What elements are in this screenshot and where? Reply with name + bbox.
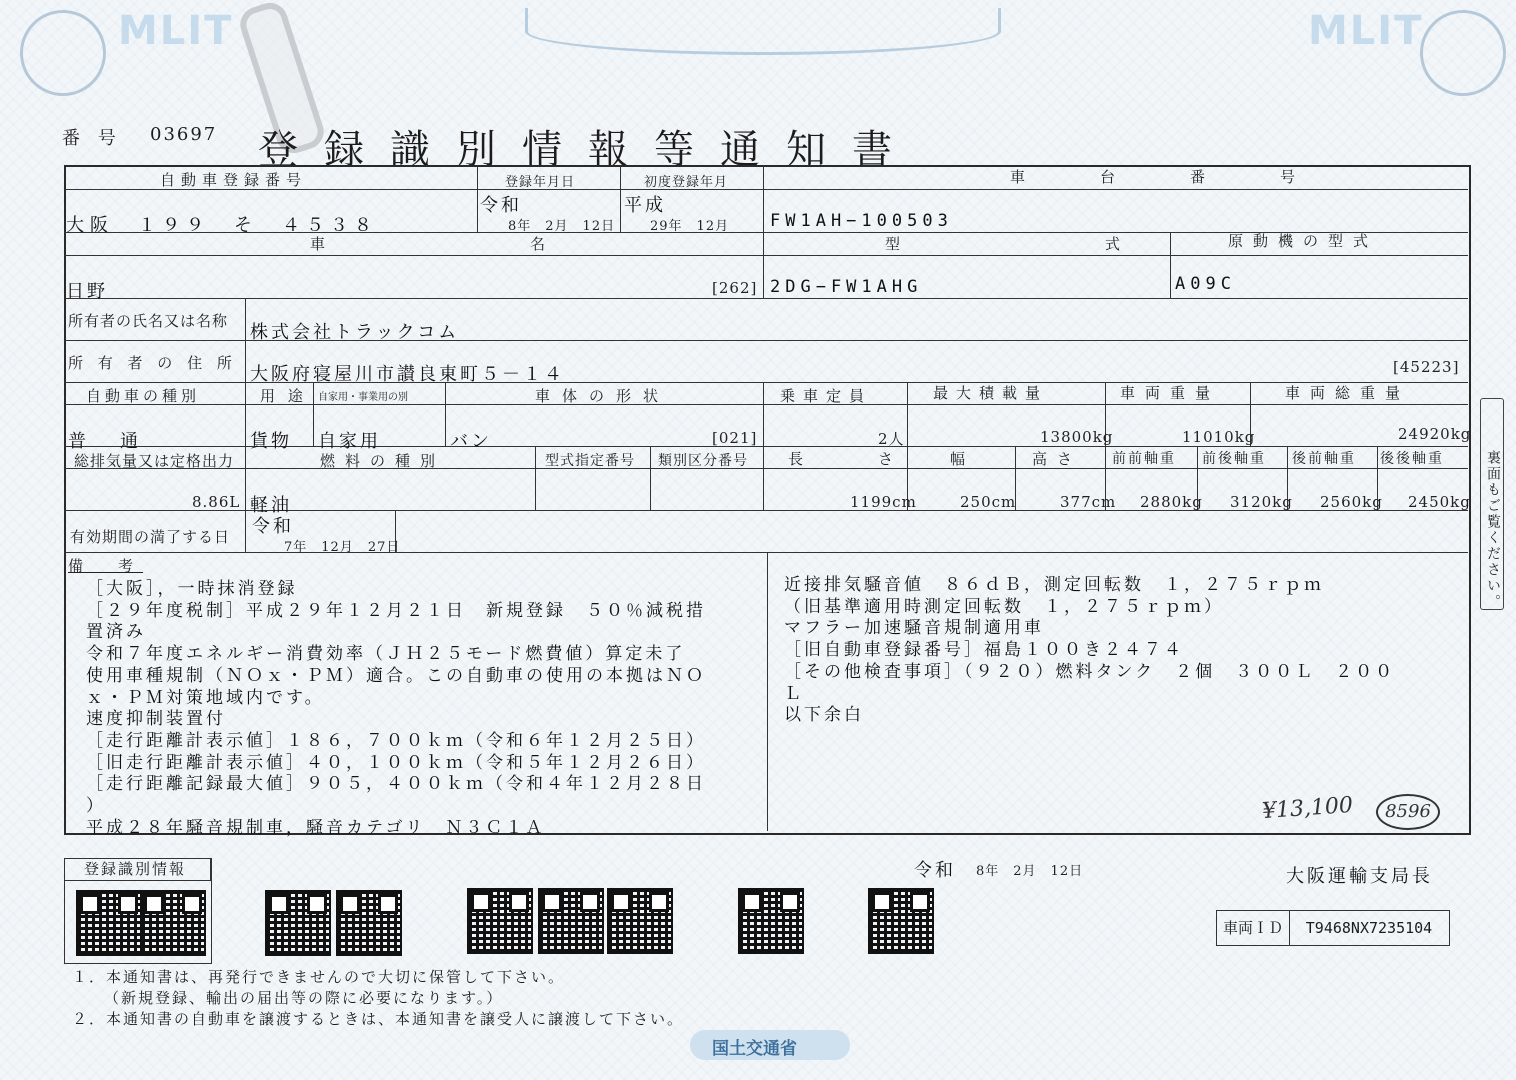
remark-line: ［旧自動車登録番号］福島１００き２４７４ bbox=[784, 640, 1184, 661]
weight-value: 11010kg bbox=[1182, 428, 1256, 446]
width-label: 幅 bbox=[950, 450, 972, 468]
max-load-value: 13800kg bbox=[1040, 428, 1114, 446]
weight-label: 車両重量 bbox=[1120, 384, 1221, 402]
note-1: １．本通知書は、再発行できませんので大切に保管して下さい。 bbox=[72, 968, 566, 986]
engine-value: A09C bbox=[1175, 274, 1236, 294]
name-value: 日野 bbox=[66, 281, 108, 302]
remark-line: ［旧走行距離計表示値］４０，１００ｋｍ（令和５年１２月２６日） bbox=[86, 752, 706, 773]
remark-line: ） bbox=[86, 796, 106, 816]
remark-line: ［大阪］，一時抹消登録 bbox=[86, 579, 298, 599]
qr-code-5 bbox=[467, 888, 533, 954]
fuel-value: 軽油 bbox=[250, 495, 292, 516]
front-front-axle-value: 2880kg bbox=[1140, 493, 1203, 511]
front-rear-axle-label: 前後軸重 bbox=[1202, 451, 1266, 467]
remark-line: ［走行距離計表示値］１８６，７００ｋｍ（令和６年１２月２５日） bbox=[86, 730, 706, 751]
number-value: 03697 bbox=[150, 124, 218, 145]
see-reverse-note: 裏面もご覧ください。 bbox=[1485, 450, 1501, 610]
first-reg-era: 平成 bbox=[624, 195, 666, 216]
capacity-label: 乗車定員 bbox=[780, 387, 873, 405]
number-label: 番 号 bbox=[62, 128, 122, 149]
remark-line: 近接排気騒音値 ８６ｄＢ，測定回転数 １，２７５ｒｐｍ bbox=[784, 575, 1324, 595]
vehicle-id-label: 車両ＩＤ bbox=[1216, 910, 1290, 946]
issuer: 大阪運輸支局長 bbox=[1286, 866, 1433, 887]
mlit-logo-left: MLIT bbox=[118, 8, 234, 54]
max-load-label: 最大積載量 bbox=[933, 384, 1049, 402]
handwritten-circle-note: 8596 bbox=[1376, 794, 1440, 830]
remark-line: 以下余白 bbox=[784, 705, 864, 726]
use-label: 用 途 bbox=[260, 387, 307, 405]
type-approval-label: 型式指定番号 bbox=[545, 453, 635, 469]
remark-line: ［その他検査事項］（９２０）燃料タンク ２個 ３００Ｌ ２００ bbox=[784, 661, 1396, 682]
vehicle-id-value: T9468NX7235104 bbox=[1289, 910, 1450, 946]
owner-name-value: 株式会社トラックコム bbox=[250, 322, 460, 343]
rear-rear-axle-value: 2450kg bbox=[1408, 493, 1471, 511]
expiry-value: 7年 12月 27日 bbox=[284, 540, 401, 555]
model-label: 型 式 bbox=[885, 235, 1161, 253]
rear-front-axle-value: 2560kg bbox=[1320, 493, 1383, 511]
front-rear-axle-value: 3120kg bbox=[1230, 493, 1293, 511]
chassis-value: FW1AH−100503 bbox=[770, 211, 953, 231]
engine-label: 原動機の型式 bbox=[1228, 232, 1379, 250]
identification-info-label: 登録識別情報 bbox=[64, 858, 211, 881]
reg-date-label: 登録年月日 bbox=[505, 175, 576, 190]
remark-line: ［走行距離記録最大値］９０５，４００ｋｍ（令和４年１２月２８日 bbox=[86, 774, 706, 795]
private-label: 自家用・事業用の別 bbox=[318, 392, 408, 403]
qr-code-1 bbox=[76, 890, 142, 956]
reg-date-era: 令和 bbox=[480, 195, 522, 216]
note-1b: （新規登録、輸出の届出等の際に必要になります。） bbox=[104, 989, 504, 1007]
issue-era: 令和 bbox=[914, 860, 956, 881]
chassis-label: 車 台 番 号 bbox=[1010, 168, 1326, 186]
remark-line: ｘ・ＰＭ対策地域内です。 bbox=[86, 687, 325, 708]
remark-line: 速度抑制装置付 bbox=[86, 709, 226, 730]
owner-name-label: 所有者の氏名又は名称 bbox=[68, 312, 229, 330]
displacement-label: 総排気量又は定格出力 bbox=[74, 452, 235, 470]
expiry-era: 令和 bbox=[252, 516, 294, 537]
remark-line: 置済み bbox=[86, 622, 146, 643]
page-title: 登録識別情報等通知書 bbox=[258, 127, 918, 173]
front-front-axle-label: 前前軸重 bbox=[1112, 451, 1176, 467]
height-value: 377cm bbox=[1060, 493, 1117, 511]
qr-code-2 bbox=[140, 890, 206, 956]
gross-value: 24920kg bbox=[1398, 425, 1472, 443]
owner-address-value: 大阪府寝屋川市讃良東町５－１４ bbox=[250, 364, 565, 385]
corner-ornament-left bbox=[20, 10, 106, 96]
qr-code-4 bbox=[336, 890, 402, 956]
first-reg-value: 29年 12月 bbox=[650, 219, 730, 234]
qr-code-3 bbox=[265, 890, 331, 956]
kind-value: 普 通 bbox=[68, 431, 146, 452]
rear-rear-axle-label: 後後軸重 bbox=[1380, 451, 1444, 467]
owner-address-label: 所 有 者 の 住 所 bbox=[68, 354, 237, 372]
capacity-value: 2人 bbox=[878, 430, 905, 448]
ministry-label: 国土交通省 bbox=[712, 1039, 797, 1059]
use-value: 貨物 bbox=[250, 431, 292, 452]
remark-line: ［２９年度税制］平成２９年１２月２１日 新規登録 ５０％減税措 bbox=[86, 600, 706, 621]
top-ornament bbox=[525, 8, 1001, 55]
reg-no-label: 自動車登録番号 bbox=[160, 171, 308, 189]
name-label: 車 名 bbox=[310, 235, 586, 253]
fuel-label: 燃料の種別 bbox=[320, 452, 446, 470]
qr-code-6 bbox=[538, 888, 604, 954]
expiry-label: 有効期間の満了する日 bbox=[70, 528, 231, 546]
remark-line: 平成２８年騒音規制車，騒音カテゴリ Ｎ３Ｃ１Ａ bbox=[86, 817, 546, 838]
qr-code-9 bbox=[868, 888, 934, 954]
body-code: [021] bbox=[712, 429, 758, 447]
length-label: 長 さ bbox=[788, 450, 924, 468]
body-label: 車体の形状 bbox=[535, 387, 671, 405]
reg-no-value: 大阪 １９９ そ ４５３８ bbox=[66, 215, 378, 236]
remark-line: Ｌ bbox=[784, 683, 804, 704]
height-label: 高さ bbox=[1032, 450, 1083, 468]
mlit-logo-right: MLIT bbox=[1308, 8, 1424, 54]
rear-front-axle-label: 後前軸重 bbox=[1292, 451, 1356, 467]
remark-line: 使用車種規制（ＮＯｘ・ＰＭ）適合。この自動車の使用の本拠はＮＯ bbox=[86, 665, 706, 686]
width-value: 250cm bbox=[960, 493, 1017, 511]
owner-address-code: [45223] bbox=[1393, 358, 1460, 376]
length-value: 1199cm bbox=[850, 493, 917, 511]
first-reg-label: 初度登録年月 bbox=[644, 175, 729, 190]
class-label: 類別区分番号 bbox=[658, 453, 748, 469]
remark-line: マフラー加速騒音規制適用車 bbox=[784, 618, 1044, 639]
remark-line: 令和７年度エネルギー消費効率（ＪＨ２５モード燃費値）算定未了 bbox=[86, 644, 686, 665]
gross-label: 車両総重量 bbox=[1285, 384, 1411, 402]
displacement-value: 8.86L bbox=[192, 493, 241, 511]
qr-code-8 bbox=[738, 888, 804, 954]
issue-date: 8年 2月 12日 bbox=[976, 864, 1084, 879]
model-value: 2DG−FW1AHG bbox=[770, 277, 923, 297]
qr-code-7 bbox=[607, 888, 673, 954]
remark-line: （旧基準適用時測定回転数 １，２７５ｒｐｍ） bbox=[784, 596, 1224, 617]
note-2: ２．本通知書の自動車を譲渡するときは、本通知書を譲受人に譲渡して下さい。 bbox=[72, 1010, 685, 1028]
name-code: [262] bbox=[712, 279, 758, 297]
remarks-label: 備 考 bbox=[68, 557, 144, 575]
kind-label: 自動車の種別 bbox=[86, 387, 201, 405]
corner-ornament-right bbox=[1420, 10, 1506, 96]
body-value: バン bbox=[450, 431, 492, 452]
handwritten-price: ¥13,100 bbox=[1261, 792, 1354, 825]
private-value: 自家用 bbox=[318, 431, 381, 452]
reg-date-value: 8年 2月 12日 bbox=[508, 219, 616, 234]
